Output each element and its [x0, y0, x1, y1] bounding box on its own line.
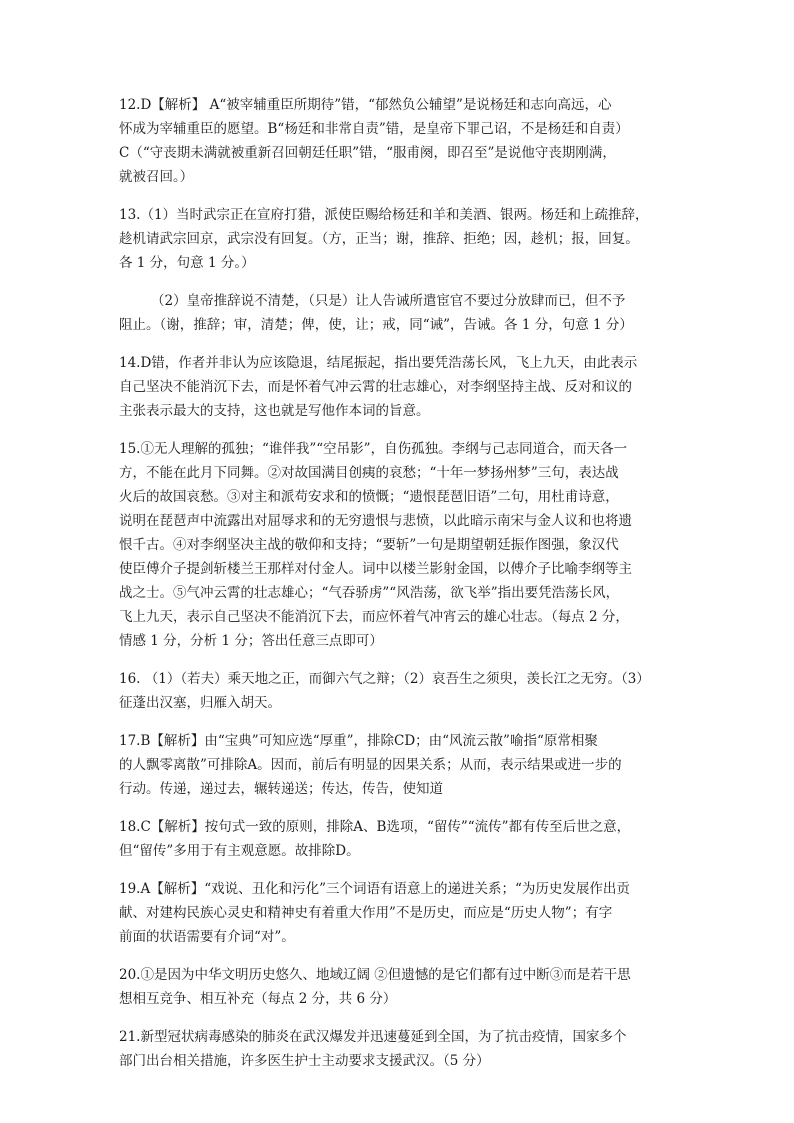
answer-20 [119, 963, 679, 1011]
answer-19 [119, 877, 679, 949]
answer-18 [119, 815, 679, 863]
answer-13-line: 各 1 分，句意 1 分。） [119, 255, 255, 271]
answer-15-line: 方，不能在此月下同舞。②对故国满目创痍的哀愁；“十年一梦扬州梦”三句，表达战 [119, 465, 619, 481]
answer-21 [119, 1025, 679, 1073]
answer-21-line: 21.新型冠状病毒感染的肺炎在武汉爆发并迅速蔓延到全国，为了抗击疫情，国家多个 [119, 1029, 627, 1045]
answer-14 [119, 351, 679, 423]
answer-14-line: 主张表示最大的支持，这也就是写他作本词的旨意。 [119, 403, 430, 419]
answer-16-line: 征蓬出汉塞，归雁入胡天。 [119, 695, 281, 711]
answer-13-part-2 [119, 289, 679, 337]
answer-21-line: 部门出台相关措施，许多医生护士主动要求支援武汉。（5 分） [119, 1053, 490, 1069]
answer-20-line: 20.①是因为中华文明历史悠久、地域辽阔 ②但遗憾的是它们都有过中断③而是若干思 [119, 967, 631, 983]
answer-15-line: 使臣傅介子提剑斩楼兰王那样对付金人。词中以楼兰影射金国，以傅介子比喻李纲等主 [119, 561, 632, 577]
answer-13-line: 趁机请武宗回京，武宗没有回复。（方，正当；谢，推辞、拒绝；因，趁机；报，回复。 [119, 231, 639, 247]
answer-17-line: 行动。传递，递过去，辗转递送；传达，传告，使知道 [119, 781, 443, 797]
answer-15-line: 战之士。⑤气冲云霄的壮志雄心；“气吞骄虏”“风浩荡，欲飞举”指出要凭浩荡长风， [119, 585, 620, 601]
answer-12-line: 怀成为宰辅重臣的愿望。B“杨廷和非常自责”错，是皇帝下罪己诏，不是杨廷和自责） [119, 121, 629, 137]
answer-15 [119, 437, 679, 653]
answer-12 [119, 93, 679, 189]
answer-14-line: 自己坚决不能消沉下去，而是怀着气冲云霄的壮志雄心，对李纲坚持主战、反对和议的 [119, 379, 632, 395]
answer-19-line: 19.A【解析】“戏说、丑化和污化”三个词语有语意上的递进关系；“为历史发展作出贡 [119, 881, 630, 897]
answer-12-line: C（“守丧期未满就被重新召回朝廷任职”错，“服甫阕，即召至”是说他守丧期刚满， [119, 145, 616, 161]
answer-20-line: 想相互竞争、相互补充（每点 2 分，共 6 分） [119, 991, 397, 1007]
answer-16-line: 16. （1）（若夫）乘天地之正，而御六气之辩；（2）哀吾生之须臾，羡长江之无穷。（3） [119, 671, 650, 687]
answer-19-line: 献、对建构民族心灵史和精神史有着重大作用”不是历史，而应是“历史人物”；有字 [119, 905, 613, 921]
answer-16 [119, 667, 679, 715]
answer-13-line: 阻止。（谢，推辞；审，清楚；俾，使，让；戒，同“诫”，告诫。各 1 分，句意 1 分） [119, 317, 633, 333]
answer-12-line: 12.D【解析】 A“被宰辅重臣所期待”错，“郁然负公辅望”是说杨廷和志向高远，心 [119, 97, 612, 113]
answer-15-line: 说明在琵琶声中流露出对屈辱求和的无穷遗恨与悲愤，以此暗示南宋与金人议和也将遗 [119, 513, 632, 529]
answer-12-line: 就被召回。） [119, 169, 194, 185]
answer-18-line: 但“留传”多用于有主观意愿。故排除D。 [119, 843, 360, 859]
answer-18-line: 18.C【解析】按句式一致的原则，排除A、B选项，“留传”“流传”都有传至后世之意， [119, 819, 631, 835]
answer-15-line: 15.①无人理解的孤独；“谁伴我”“空吊影”，自伤孤独。李纲与己志同道合，而天各一 [119, 441, 628, 457]
answer-15-line: 飞上九天，表示自己坚决不能消沉下去，而应怀着气冲宵云的雄心壮志。（每点 2 分， [119, 609, 629, 625]
answer-17-line: 17.B【解析】由“宝典”可知应选“厚重”，排除CD；由“风流云散”喻指“原常相聚 [119, 733, 598, 749]
answer-17 [119, 729, 679, 801]
answer-15-line: 火后的故国哀愁。③对主和派苟安求和的愤慨；“遗恨琵琶旧语”二句，用杜甫诗意， [119, 489, 619, 505]
answer-13-line: （2）皇帝推辞说不清楚，（只是）让人告诫所遣宦官不要过分放肆而已，但不予 [151, 293, 626, 309]
answer-list [119, 93, 679, 1087]
answer-17-line: 的人飘零离散”可排除A。因而，前后有明显的因果关系；从而，表示结果或进一步的 [119, 757, 622, 773]
answer-14-line: 14.D错，作者并非认为应该隐退，结尾振起，指出要凭浩荡长风，飞上九天，由此表示 [119, 355, 638, 371]
answer-15-line: 情感 1 分，分析 1 分；答出任意三点即可） [119, 633, 383, 649]
answer-15-line: 恨千古。④对李纲坚决主战的敬仰和支持；“要斩”一句是期望朝廷振作图强，象汉代 [119, 537, 619, 553]
answer-13-part-1 [119, 203, 679, 275]
answer-13-line: 13.（1）当时武宗正在宣府打猎，派使臣赐给杨廷和羊和美酒、银两。杨廷和上疏推辞， [119, 207, 649, 223]
answer-19-line: 前面的状语需要有介词“对”。 [119, 929, 295, 945]
